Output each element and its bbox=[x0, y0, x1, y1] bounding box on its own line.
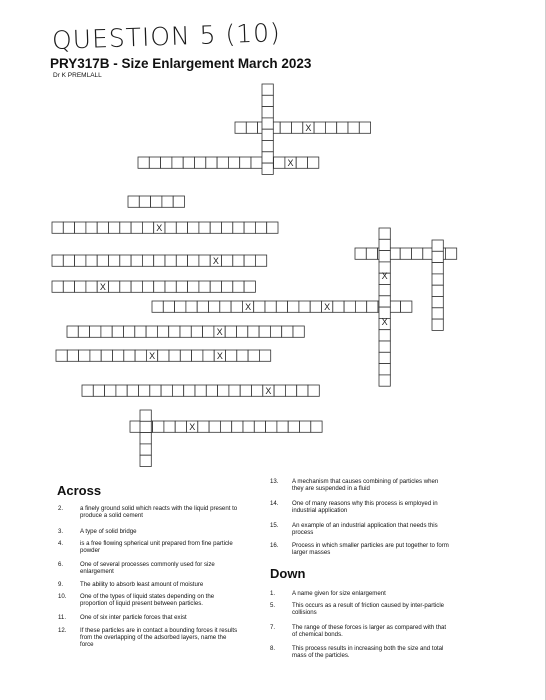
crossword-cell[interactable] bbox=[379, 330, 390, 341]
crossword-cell[interactable] bbox=[325, 122, 336, 133]
crossword-cell[interactable] bbox=[379, 364, 390, 375]
crossword-cell[interactable] bbox=[75, 255, 86, 266]
crossword-cell[interactable] bbox=[209, 301, 220, 312]
crossword-cell[interactable] bbox=[355, 301, 366, 312]
crossword-cell[interactable] bbox=[142, 281, 153, 292]
crossword-cell[interactable] bbox=[97, 222, 108, 233]
crossword-cross-mark: X bbox=[216, 327, 223, 338]
crossword-cell[interactable] bbox=[199, 255, 210, 266]
crossword-cell[interactable] bbox=[109, 255, 120, 266]
crossword-cell[interactable] bbox=[432, 285, 443, 296]
crossword-cell[interactable] bbox=[244, 255, 255, 266]
crossword-cell[interactable] bbox=[233, 281, 244, 292]
across-clue-text: a finely ground solid which reacts with the liquid present to produce a solid cement bbox=[80, 505, 238, 519]
crossword-cell[interactable] bbox=[401, 301, 412, 312]
crossword-cell[interactable] bbox=[276, 301, 287, 312]
crossword-cell[interactable] bbox=[172, 385, 183, 396]
crossword-cell[interactable] bbox=[274, 157, 285, 168]
across-clue-number: 10. bbox=[58, 593, 67, 600]
crossword-cell[interactable] bbox=[337, 122, 348, 133]
crossword-cell[interactable] bbox=[180, 350, 191, 361]
crossword-cross-mark: X bbox=[381, 317, 388, 328]
across-clue-text: A type of solid bridge bbox=[80, 528, 137, 535]
crossword-cell[interactable] bbox=[210, 281, 221, 292]
crossword-cell[interactable] bbox=[101, 326, 112, 337]
crossword-cell[interactable] bbox=[262, 163, 273, 174]
crossword-cell[interactable] bbox=[389, 301, 400, 312]
crossword-cell[interactable] bbox=[131, 255, 142, 266]
crossword-cell[interactable] bbox=[265, 301, 276, 312]
crossword-cell[interactable] bbox=[135, 326, 146, 337]
crossword-cell[interactable] bbox=[262, 129, 273, 140]
crossword-cell[interactable] bbox=[355, 248, 366, 259]
down-clue-number: 5. bbox=[270, 602, 276, 609]
crossword-cell[interactable] bbox=[142, 222, 153, 233]
crossword-cell[interactable] bbox=[255, 255, 266, 266]
crossword-cell[interactable] bbox=[158, 350, 169, 361]
crossword-cell[interactable] bbox=[140, 421, 151, 432]
crossword-cross-mark: X bbox=[216, 351, 223, 362]
crossword-cell[interactable] bbox=[161, 385, 172, 396]
crossword-cell[interactable] bbox=[56, 350, 67, 361]
handwritten-question-label: QUESTION 5 (10) bbox=[51, 18, 282, 55]
crossword-cell[interactable] bbox=[243, 421, 254, 432]
across-clue-number: 9. bbox=[58, 581, 64, 588]
crossword-cell[interactable] bbox=[237, 326, 248, 337]
crossword-cell[interactable] bbox=[151, 196, 162, 207]
across-clue-text: An example of an industrial application that needs this process bbox=[292, 522, 438, 536]
crossword-cell[interactable] bbox=[206, 385, 217, 396]
crossword-cell[interactable] bbox=[210, 222, 221, 233]
crossword-cell[interactable] bbox=[169, 350, 180, 361]
crossword-cell[interactable] bbox=[226, 350, 237, 361]
crossword-cross-mark: X bbox=[324, 302, 331, 313]
crossword-cell[interactable] bbox=[262, 95, 273, 106]
crossword-cell[interactable] bbox=[52, 222, 63, 233]
crossword-cell[interactable] bbox=[188, 222, 199, 233]
crossword-cell[interactable] bbox=[101, 350, 112, 361]
page-title: PRY317B - Size Enlargement March 2023 bbox=[50, 56, 312, 71]
crossword-cell[interactable] bbox=[252, 385, 263, 396]
crossword-cell[interactable] bbox=[237, 350, 248, 361]
crossword-cell[interactable] bbox=[259, 326, 270, 337]
crossword-cell[interactable] bbox=[220, 301, 231, 312]
crossword-cell[interactable] bbox=[86, 222, 97, 233]
crossword-cell[interactable] bbox=[379, 251, 390, 262]
across-clue-number: 3. bbox=[58, 528, 64, 535]
crossword-cell[interactable] bbox=[280, 122, 291, 133]
crossword-cell[interactable] bbox=[199, 281, 210, 292]
crossword-cell[interactable] bbox=[246, 122, 257, 133]
across-clue-number: 12. bbox=[58, 627, 67, 634]
crossword-cell[interactable] bbox=[67, 326, 78, 337]
across-clue-text: One of the types of liquid states depending on the proportion of liquid present between particles. bbox=[80, 593, 215, 607]
crossword-cell[interactable] bbox=[254, 421, 265, 432]
crossword-cell[interactable] bbox=[206, 157, 217, 168]
crossword-cell[interactable] bbox=[165, 222, 176, 233]
across-clue-text: One of many reasons why this process is employed in industrial application bbox=[292, 500, 438, 514]
crossword-cell[interactable] bbox=[379, 341, 390, 352]
crossword-cell[interactable] bbox=[296, 157, 307, 168]
crossword-cell[interactable] bbox=[232, 421, 243, 432]
across-clue-number: 11. bbox=[58, 614, 67, 621]
crossword-cell[interactable] bbox=[176, 281, 187, 292]
crossword-cell[interactable] bbox=[255, 222, 266, 233]
crossword-cell[interactable] bbox=[240, 157, 251, 168]
crossword-cell[interactable] bbox=[154, 281, 165, 292]
crossword-cell[interactable] bbox=[379, 296, 390, 307]
crossword-cell[interactable] bbox=[229, 385, 240, 396]
crossword-cell[interactable] bbox=[225, 326, 236, 337]
down-clue-number: 1. bbox=[270, 590, 276, 597]
crossword-cell[interactable] bbox=[169, 326, 180, 337]
crossword-cell[interactable] bbox=[67, 350, 78, 361]
crossword-cell[interactable] bbox=[262, 152, 273, 163]
crossword-cell[interactable] bbox=[379, 375, 390, 386]
crossword-cell[interactable] bbox=[445, 248, 456, 259]
crossword-cell[interactable] bbox=[432, 251, 443, 262]
crossword-cell[interactable] bbox=[86, 255, 97, 266]
crossword-cell[interactable] bbox=[412, 248, 423, 259]
crossword-cell[interactable] bbox=[90, 326, 101, 337]
crossword-cell[interactable] bbox=[152, 301, 163, 312]
down-clue-text: A name given for size enlargement bbox=[292, 590, 386, 597]
crossword-cell[interactable] bbox=[82, 385, 93, 396]
crossword-cell[interactable] bbox=[188, 255, 199, 266]
crossword-cell[interactable] bbox=[277, 421, 288, 432]
crossword-cell[interactable] bbox=[140, 444, 151, 455]
crossword-cell[interactable] bbox=[176, 222, 187, 233]
crossword-cell[interactable] bbox=[86, 281, 97, 292]
crossword-cell[interactable] bbox=[282, 326, 293, 337]
crossword-cell[interactable] bbox=[222, 281, 233, 292]
crossword-cell[interactable] bbox=[308, 157, 319, 168]
crossword-cell[interactable] bbox=[432, 308, 443, 319]
crossword-cell[interactable] bbox=[233, 255, 244, 266]
crossword-cell[interactable] bbox=[209, 421, 220, 432]
down-clue-text: This process results in increasing both the size and total mass of the particles. bbox=[292, 645, 444, 659]
crossword-cell[interactable] bbox=[400, 248, 411, 259]
crossword-cell[interactable] bbox=[379, 239, 390, 250]
crossword-cell[interactable] bbox=[116, 385, 127, 396]
crossword-cell[interactable] bbox=[262, 107, 273, 118]
crossword-cell[interactable] bbox=[308, 385, 319, 396]
crossword-cell[interactable] bbox=[203, 350, 214, 361]
crossword-cross-mark: X bbox=[99, 282, 106, 293]
across-clue-number: 16. bbox=[270, 542, 279, 549]
crossword-cell[interactable] bbox=[220, 421, 231, 432]
crossword-cell[interactable] bbox=[120, 222, 131, 233]
crossword-cell[interactable] bbox=[149, 157, 160, 168]
crossword-cell[interactable] bbox=[379, 285, 390, 296]
crossword-cross-mark: X bbox=[381, 271, 388, 282]
crossword-cell[interactable] bbox=[105, 385, 116, 396]
crossword-cross-mark: X bbox=[189, 422, 196, 433]
crossword-cell[interactable] bbox=[199, 222, 210, 233]
across-clue-text: Process in which smaller particles are put together to form larger masses bbox=[292, 542, 449, 556]
across-clue-text: is a free flowing spherical unit prepared from fine particle powder bbox=[80, 540, 233, 554]
crossword-cell[interactable] bbox=[139, 385, 150, 396]
crossword-cell[interactable] bbox=[112, 326, 123, 337]
crossword-cell[interactable] bbox=[248, 326, 259, 337]
author-line: Dr K PREMLALL bbox=[53, 72, 102, 79]
crossword-cell[interactable] bbox=[90, 350, 101, 361]
crossword-cell[interactable] bbox=[274, 385, 285, 396]
crossword-cell[interactable] bbox=[131, 222, 142, 233]
crossword-cell[interactable] bbox=[270, 326, 281, 337]
crossword-cell[interactable] bbox=[109, 222, 120, 233]
crossword-cell[interactable] bbox=[297, 385, 308, 396]
crossword-cell[interactable] bbox=[175, 421, 186, 432]
crossword-cell[interactable] bbox=[93, 385, 104, 396]
crossword-cell[interactable] bbox=[124, 350, 135, 361]
crossword-cell[interactable] bbox=[367, 301, 378, 312]
across-clue-number: 4. bbox=[58, 540, 64, 547]
crossword-cross-mark: X bbox=[212, 256, 219, 267]
crossword-cell[interactable] bbox=[113, 350, 124, 361]
crossword-cell[interactable] bbox=[153, 421, 164, 432]
crossword-cell[interactable] bbox=[432, 297, 443, 308]
crossword-cell[interactable] bbox=[203, 326, 214, 337]
across-clue-text: One of several processes commonly used for size enlargement bbox=[80, 561, 215, 575]
crossword-cell[interactable] bbox=[244, 222, 255, 233]
crossword-cell[interactable] bbox=[344, 301, 355, 312]
crossword-cell[interactable] bbox=[244, 281, 255, 292]
across-clue-text: The ability to absorb least amount of moisture bbox=[80, 581, 204, 588]
crossword-cell[interactable] bbox=[52, 281, 63, 292]
crossword-cell[interactable] bbox=[259, 350, 270, 361]
down-clue-text: The range of these forces is larger as compared with that of chemical bonds. bbox=[292, 624, 447, 638]
crossword-cross-mark: X bbox=[305, 123, 312, 134]
crossword-cross-mark: X bbox=[265, 386, 272, 397]
crossword-cell[interactable] bbox=[197, 301, 208, 312]
crossword-cell[interactable] bbox=[63, 281, 74, 292]
across-clue-text: A mechanism that causes combining of particles when they are suspended in a fluid bbox=[292, 478, 439, 492]
crossword-cell[interactable] bbox=[172, 157, 183, 168]
crossword-cell[interactable] bbox=[63, 255, 74, 266]
crossword-cell[interactable] bbox=[288, 421, 299, 432]
crossword-cell[interactable] bbox=[379, 352, 390, 363]
crossword-cell[interactable] bbox=[139, 196, 150, 207]
crossword-cell[interactable] bbox=[262, 141, 273, 152]
crossword-cell[interactable] bbox=[162, 196, 173, 207]
down-clue-number: 7. bbox=[270, 624, 276, 631]
crossword-cell[interactable] bbox=[150, 385, 161, 396]
crossword-cell[interactable] bbox=[293, 326, 304, 337]
crossword-cell[interactable] bbox=[165, 255, 176, 266]
crossword-cell[interactable] bbox=[78, 326, 89, 337]
crossword-cell[interactable] bbox=[195, 385, 206, 396]
crossword-cell[interactable] bbox=[154, 255, 165, 266]
across-clue-number: 6. bbox=[58, 561, 64, 568]
crossword-cell[interactable] bbox=[310, 301, 321, 312]
crossword-cell[interactable] bbox=[164, 421, 175, 432]
crossword-cross-mark: X bbox=[149, 351, 156, 362]
crossword-cell[interactable] bbox=[124, 326, 135, 337]
down-clue-text: This occurs as a result of friction caused by inter-particle collisions bbox=[292, 602, 445, 616]
crossword-cell[interactable] bbox=[146, 326, 157, 337]
crossword-cell[interactable] bbox=[288, 301, 299, 312]
crossword-cell[interactable] bbox=[157, 326, 168, 337]
crossword-cell[interactable] bbox=[267, 222, 278, 233]
crossword-cell[interactable] bbox=[163, 301, 174, 312]
crossword-cell[interactable] bbox=[285, 385, 296, 396]
crossword-cell[interactable] bbox=[180, 326, 191, 337]
crossword-cross-mark: X bbox=[245, 302, 252, 313]
down-heading: Down bbox=[270, 566, 306, 581]
across-clue-number: 15. bbox=[270, 522, 279, 529]
crossword-cell[interactable] bbox=[292, 122, 303, 133]
crossword-cell[interactable] bbox=[135, 350, 146, 361]
across-clue-number: 14. bbox=[270, 500, 279, 507]
crossword-cell[interactable] bbox=[195, 157, 206, 168]
crossword-cell[interactable] bbox=[222, 255, 233, 266]
down-clue-number: 8. bbox=[270, 645, 276, 652]
crossword-cell[interactable] bbox=[359, 122, 370, 133]
crossword-cell[interactable] bbox=[314, 122, 325, 133]
across-heading: Across bbox=[57, 483, 102, 498]
crossword-cell[interactable] bbox=[233, 222, 244, 233]
crossword-cell[interactable] bbox=[175, 301, 186, 312]
crossword-cell[interactable] bbox=[131, 281, 142, 292]
crossword-cell[interactable] bbox=[231, 301, 242, 312]
crossword-cell[interactable] bbox=[79, 350, 90, 361]
crossword-cell[interactable] bbox=[128, 196, 139, 207]
crossword-cell[interactable] bbox=[173, 196, 184, 207]
crossword-cell[interactable] bbox=[432, 274, 443, 285]
crossword-cell[interactable] bbox=[183, 157, 194, 168]
crossword-cell[interactable] bbox=[184, 385, 195, 396]
crossword-cell[interactable] bbox=[311, 421, 322, 432]
crossword-cell[interactable] bbox=[251, 157, 262, 168]
crossword-cell[interactable] bbox=[222, 222, 233, 233]
crossword-cell[interactable] bbox=[142, 255, 153, 266]
crossword-cell[interactable] bbox=[191, 326, 202, 337]
across-clue-text: If these particles are in contact a bounding forces it results from the overlapping of the adsorbed layers, name the force bbox=[80, 627, 238, 648]
crossword-cell[interactable] bbox=[432, 240, 443, 251]
crossword-cell[interactable] bbox=[432, 263, 443, 274]
crossword-cell[interactable] bbox=[366, 248, 377, 259]
crossword-cell[interactable] bbox=[176, 255, 187, 266]
crossword-cell[interactable] bbox=[138, 157, 149, 168]
crossword-cell[interactable] bbox=[192, 350, 203, 361]
crossword-cell[interactable] bbox=[140, 455, 151, 466]
crossword-cell[interactable] bbox=[109, 281, 120, 292]
crossword-cell[interactable] bbox=[235, 122, 246, 133]
crossword-cell[interactable] bbox=[198, 421, 209, 432]
crossword-cell[interactable] bbox=[140, 410, 151, 421]
across-clue-number: 2. bbox=[58, 505, 64, 512]
crossword-cell[interactable] bbox=[165, 281, 176, 292]
crossword-cell[interactable] bbox=[240, 385, 251, 396]
crossword-cross-mark: X bbox=[156, 223, 163, 234]
crossword-cell[interactable] bbox=[254, 301, 265, 312]
across-clue-number: 13. bbox=[270, 478, 279, 485]
crossword-cell[interactable] bbox=[63, 222, 74, 233]
crossword-cell[interactable] bbox=[300, 421, 311, 432]
crossword-cell[interactable] bbox=[75, 222, 86, 233]
crossword-cell[interactable] bbox=[262, 84, 273, 95]
crossword-cell[interactable] bbox=[75, 281, 86, 292]
crossword-cell[interactable] bbox=[161, 157, 172, 168]
crossword-cell[interactable] bbox=[228, 157, 239, 168]
crossword-cell[interactable] bbox=[432, 319, 443, 330]
crossword-cell[interactable] bbox=[52, 255, 63, 266]
crossword-cell[interactable] bbox=[127, 385, 138, 396]
crossword-cell[interactable] bbox=[186, 301, 197, 312]
crossword-cross-mark: X bbox=[287, 158, 294, 169]
across-clue-text: One of six inter particle forces that exist bbox=[80, 614, 187, 621]
crossword-cell[interactable] bbox=[97, 255, 108, 266]
crossword-cell[interactable] bbox=[262, 118, 273, 129]
crossword-cell[interactable] bbox=[120, 255, 131, 266]
crossword-cell[interactable] bbox=[266, 421, 277, 432]
crossword-cell[interactable] bbox=[120, 281, 131, 292]
crossword-cell[interactable] bbox=[348, 122, 359, 133]
crossword-cell[interactable] bbox=[299, 301, 310, 312]
crossword-cell[interactable] bbox=[217, 157, 228, 168]
crossword-cell[interactable] bbox=[248, 350, 259, 361]
crossword-cell[interactable] bbox=[188, 281, 199, 292]
crossword-cell[interactable] bbox=[333, 301, 344, 312]
crossword-cell[interactable] bbox=[379, 228, 390, 239]
crossword-cell[interactable] bbox=[218, 385, 229, 396]
crossword-cell[interactable] bbox=[140, 433, 151, 444]
